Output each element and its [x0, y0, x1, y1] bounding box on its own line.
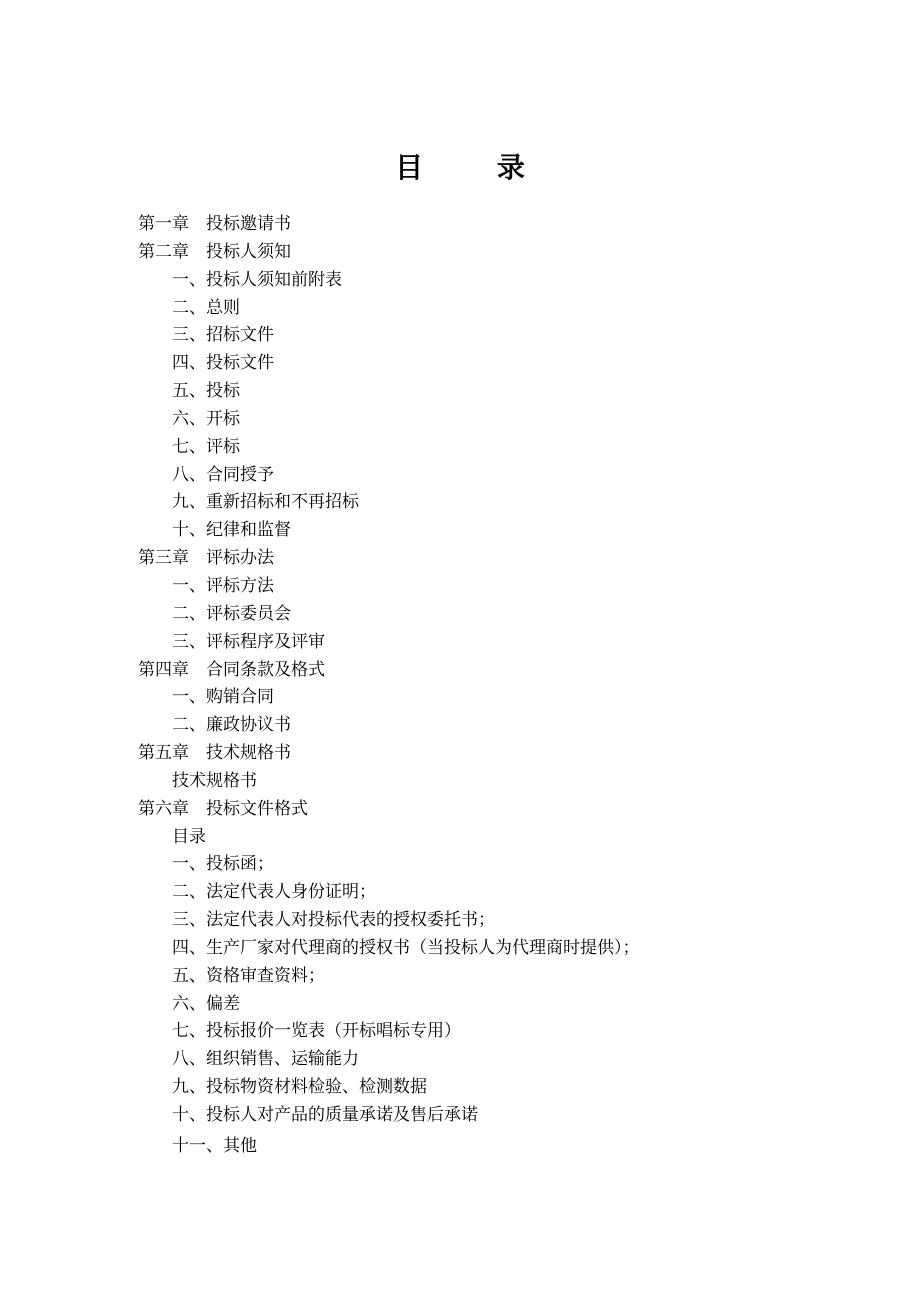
- toc-chapter: [138, 657, 858, 685]
- chapter-number: 第五章: [138, 743, 189, 764]
- toc-item: 二、廉政协议书: [172, 715, 291, 736]
- toc-item: 九、重新招标和不再招标: [172, 492, 359, 513]
- toc-item: 目录: [172, 826, 206, 847]
- toc-item: 八、合同授予: [172, 464, 274, 485]
- toc-chapter: [138, 740, 858, 768]
- chapter-title: 投标邀请书: [206, 214, 291, 234]
- toc-chapter: [138, 239, 858, 267]
- toc-item: 三、法定代表人对投标代表的授权委托书；: [172, 910, 495, 931]
- toc-item: 一、投标人须知前附表: [172, 269, 342, 290]
- toc-item: 二、评标委员会: [172, 603, 291, 624]
- toc-chapter: [138, 796, 858, 824]
- toc-item: 二、总则: [172, 297, 240, 318]
- toc-item: 十、纪律和监督: [172, 520, 291, 541]
- toc-item: 四、生产厂家对代理商的授权书（当投标人为代理商时提供）；: [172, 937, 640, 958]
- toc-item: 二、法定代表人身份证明；: [172, 882, 376, 903]
- chapter-number: 第二章: [138, 241, 189, 262]
- toc-item: 六、偏差: [172, 993, 240, 1014]
- toc-item: 六、开标: [172, 408, 240, 429]
- chapter-title: 技术规格书: [206, 743, 291, 764]
- toc-item: 七、投标报价一览表（开标唱标专用）: [172, 1021, 461, 1042]
- chapter-number: 第三章: [138, 548, 189, 569]
- toc-item: 一、购销合同: [172, 687, 274, 708]
- chapter-number: 第一章: [138, 214, 189, 234]
- chapter-number: 第四章: [138, 659, 189, 680]
- toc-item: 三、招标文件: [172, 325, 274, 346]
- toc-item: 三、评标程序及评审: [172, 631, 325, 652]
- toc-item: 十、投标人对产品的质量承诺及售后承诺: [172, 1105, 478, 1125]
- chapter-title: 投标人须知: [206, 241, 291, 262]
- toc-item: 七、评标: [172, 436, 240, 457]
- toc-item: 一、投标函；: [172, 854, 274, 875]
- toc-item: 八、组织销售、运输能力: [172, 1049, 359, 1070]
- toc-item: 四、投标文件: [172, 353, 274, 374]
- toc-chapter: [138, 211, 858, 239]
- toc-item: 九、投标物资材料检验、检测数据: [172, 1077, 427, 1098]
- toc-item: 技术规格书: [172, 770, 257, 791]
- toc-chapter: [138, 545, 858, 573]
- chapter-title: 评标办法: [206, 548, 274, 569]
- toc-item: 五、投标: [172, 381, 240, 402]
- toc-item: 五、资格审查资料；: [172, 965, 325, 986]
- chapter-number: 第六章: [138, 798, 189, 819]
- chapter-title: 投标文件格式: [206, 798, 308, 819]
- table-of-contents: [138, 211, 858, 1161]
- toc-item: 十一、其他: [172, 1135, 257, 1156]
- page-title: 目 录: [395, 151, 557, 184]
- chapter-title: 合同条款及格式: [206, 659, 325, 680]
- toc-item: 一、评标方法: [172, 575, 274, 596]
